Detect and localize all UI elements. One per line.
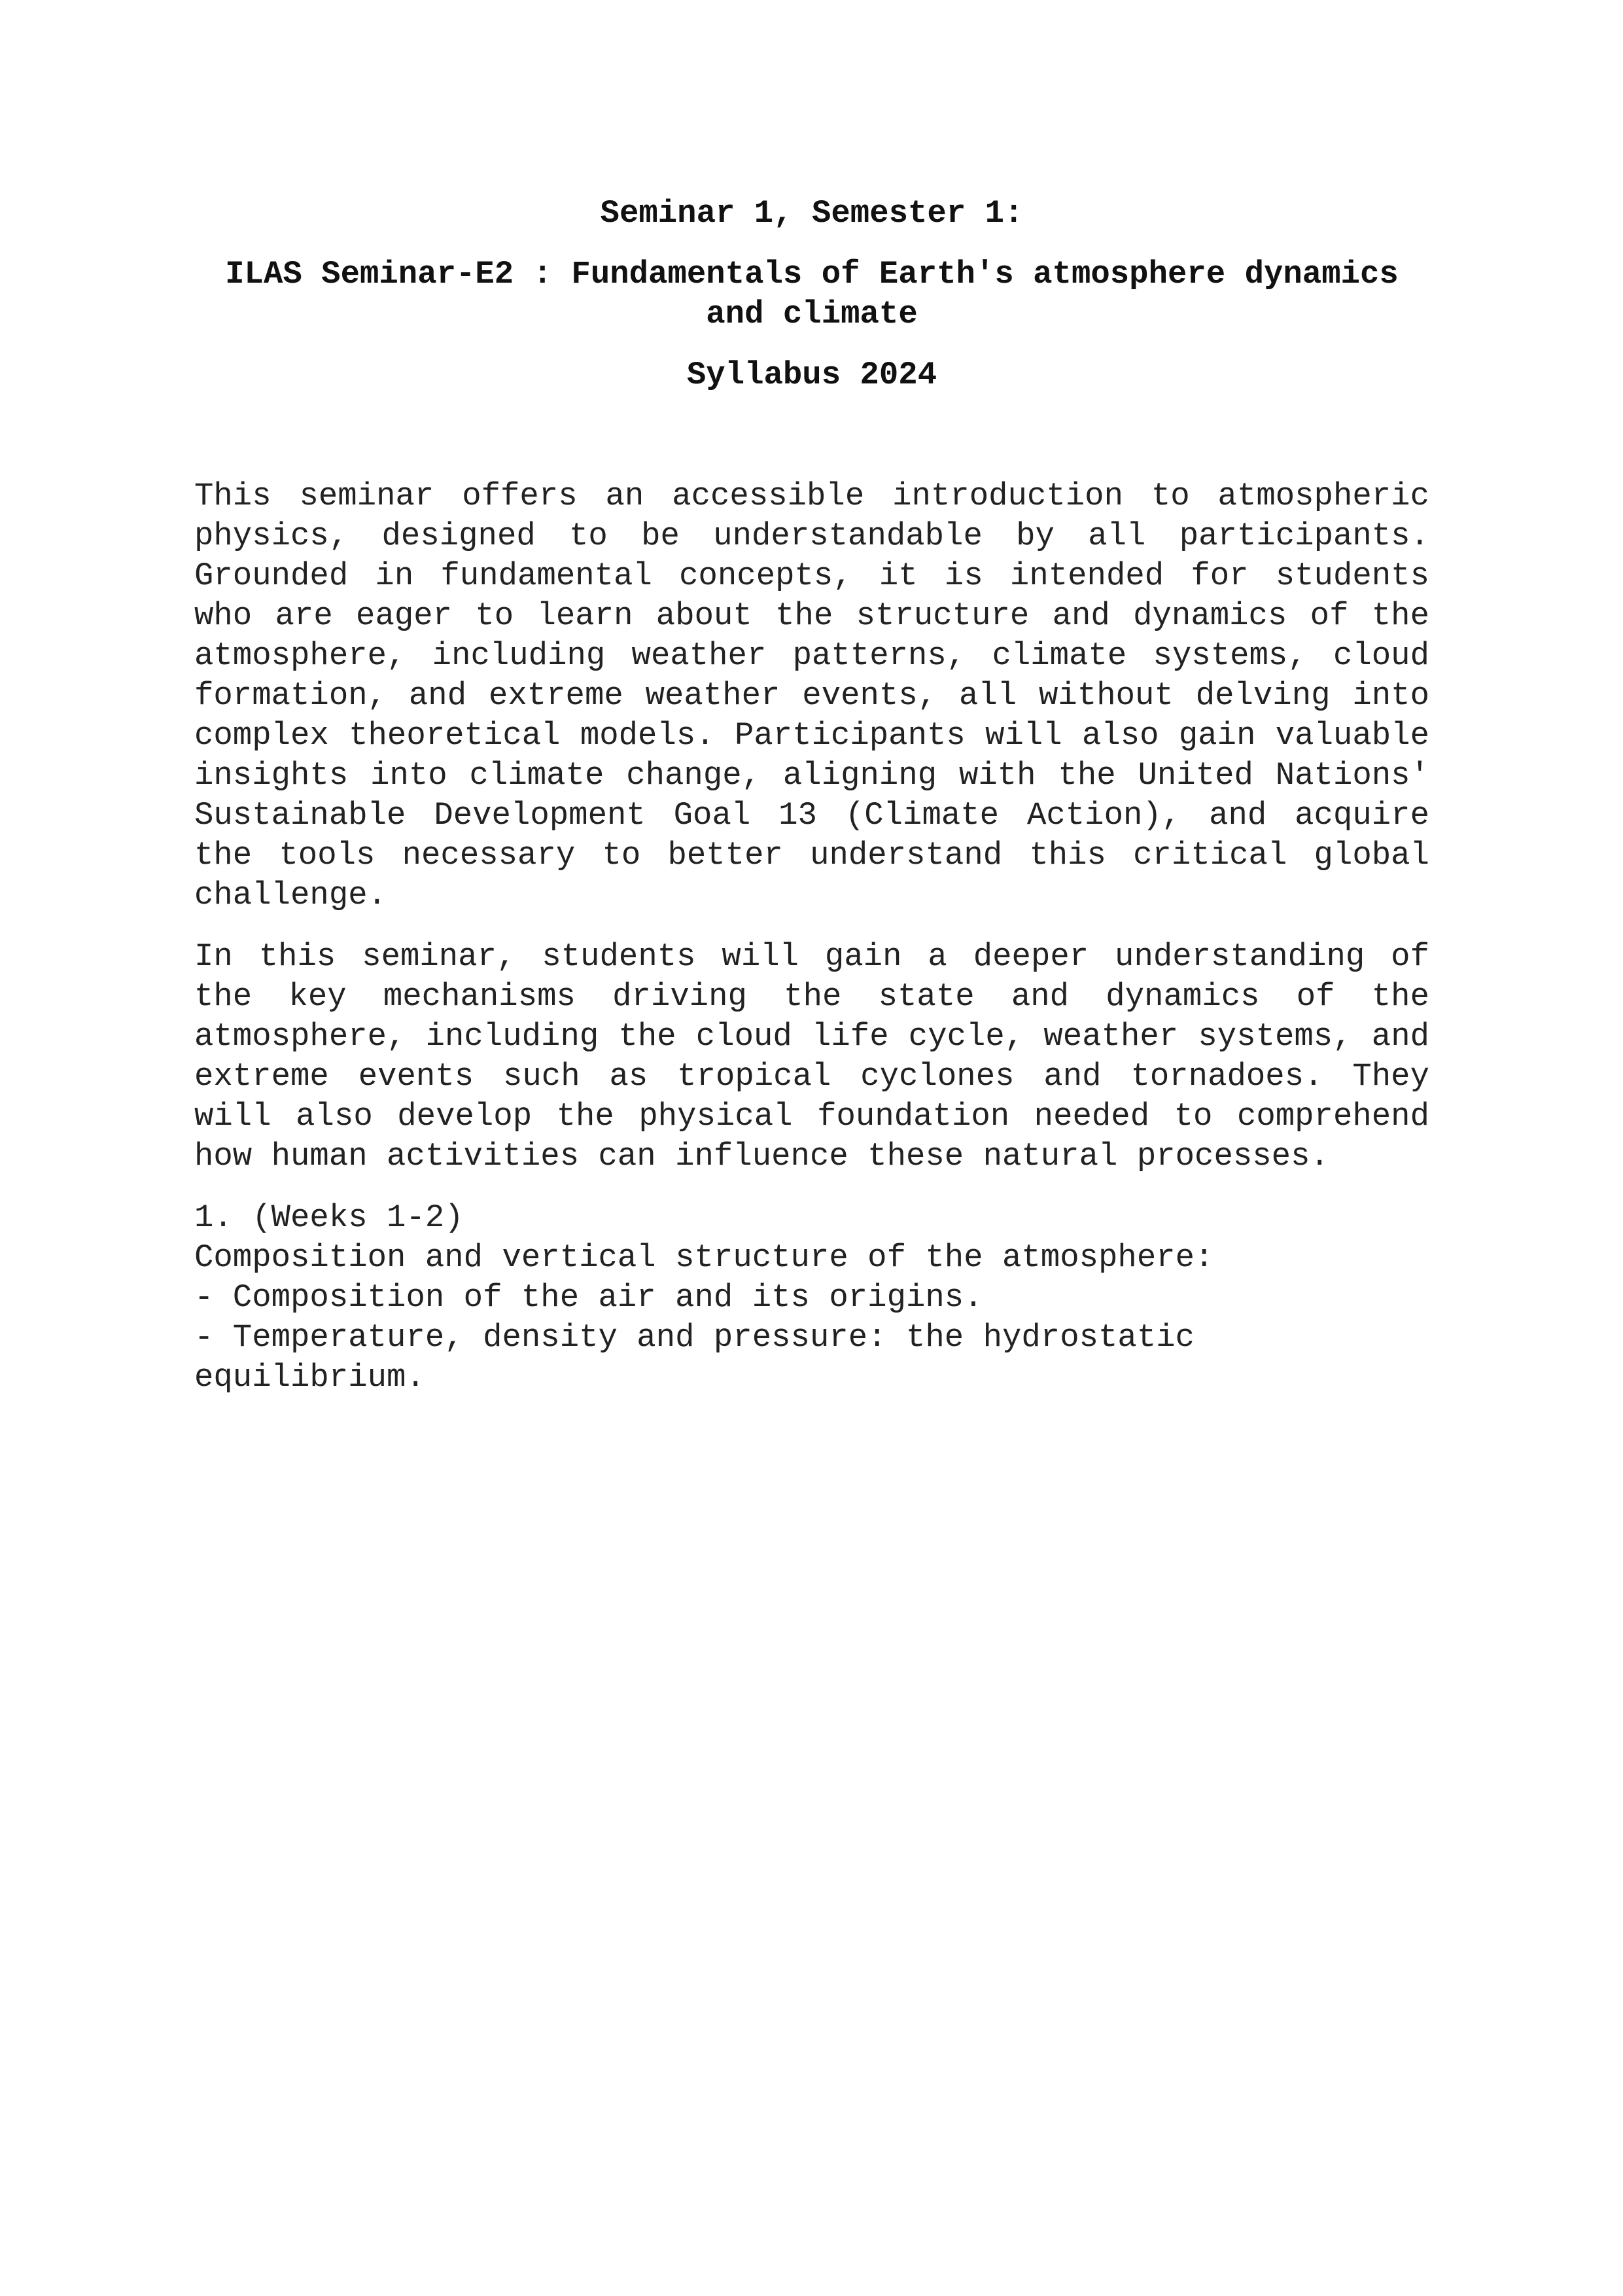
seminar-heading: Seminar 1, Semester 1: (600, 195, 1024, 232)
course-title: ILAS Seminar-E2 : Fundamentals of Earth's atmosphere dynamics and climate (225, 256, 1399, 332)
objectives-paragraph: In this seminar, students will gain a deeper understanding of the key mechanisms driving the state and dynamics of the atmosphere, including the cloud life cycle, weather systems, and extreme events such as tropical cyclones and tornadoes. They will also develop the physical foundation needed to comprehend how human activities can influence these natural processes. (194, 938, 1429, 1174)
document-content (194, 183, 1429, 1398)
syllabus-year: Syllabus 2024 (686, 357, 937, 393)
section-1-title: Composition and vertical structure of the atmosphere: (194, 1239, 1214, 1276)
section-1-number: 1. (Weeks 1-2) (194, 1199, 464, 1236)
intro-paragraph: This seminar offers an accessible introduction to atmospheric physics, designed to be understandable by all participants. Grounded in fundamental concepts, it is intended for students who are eager to learn about the structure and dynamics of the atmosphere, including weather patterns, climate systems, cloud formation, and extreme weather events, all without delving into complex theoretical models. Participants will also gain valuable insights into climate change, aligning with the United Nations' Sustainable Development Goal 13 (Climate Action), and acquire the tools necessary to better understand this critical global challenge. (194, 478, 1429, 913)
section-1-item: - Composition of the air and its origins. (194, 1279, 983, 1316)
section-1-item: - Temperature, density and pressure: the hydrostatic equilibrium. (194, 1319, 1195, 1396)
section-1 (194, 1198, 1429, 1398)
